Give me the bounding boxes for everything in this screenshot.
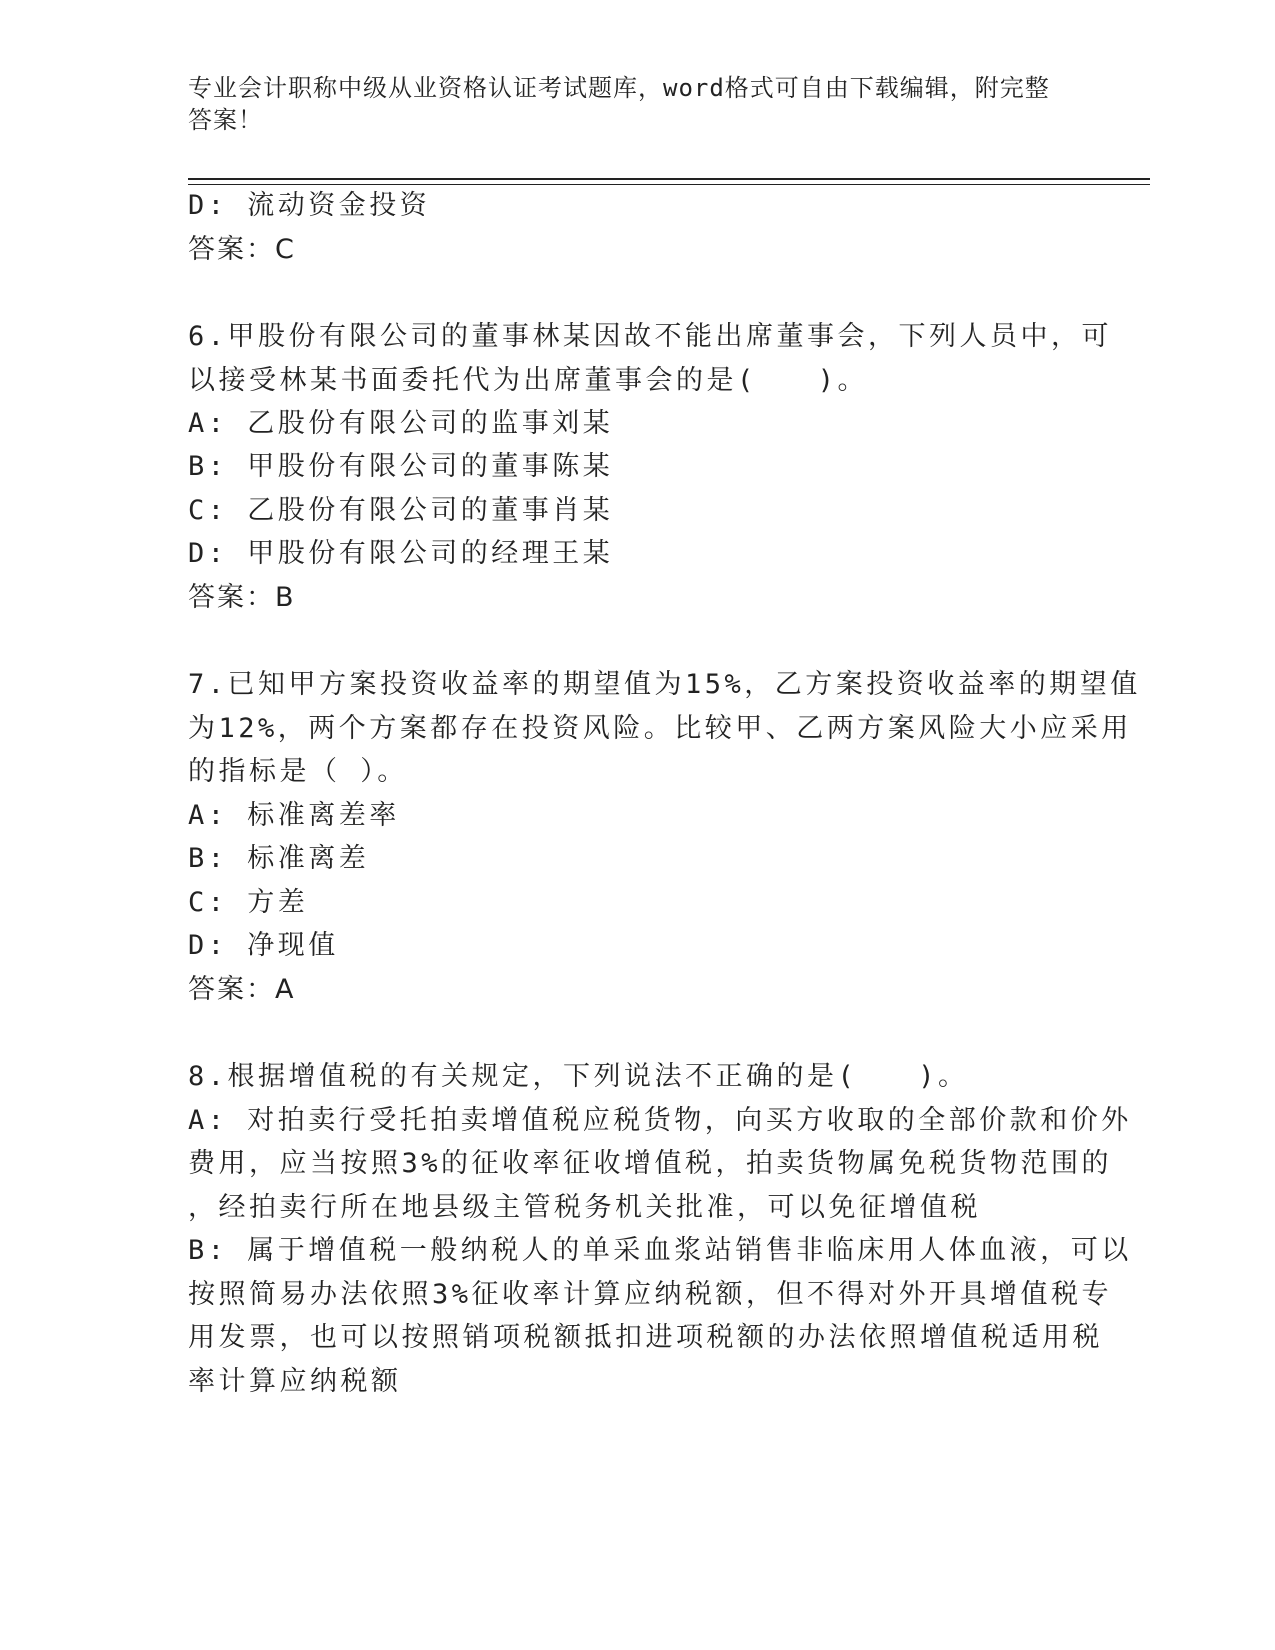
q6-option-a: A: 乙股份有限公司的监事刘某 — [188, 408, 614, 439]
q7-option-b: B: 标准离差 — [188, 843, 370, 874]
q6-option-d: D: 甲股份有限公司的经理王某 — [188, 538, 614, 569]
q7-stem-line-1: 7.已知甲方案投资收益率的期望值为15%，乙方案投资收益率的期望值 — [188, 669, 1141, 700]
q8-option-a-line-3: ，经拍卖行所在地县级主管税务机关批准，可以免征增值税 — [188, 1192, 981, 1223]
q7-answer: 答案：A — [188, 974, 296, 1005]
q6-stem-line-2: 以接受林某书面委托代为出席董事会的是( )。 — [188, 365, 869, 396]
q6-answer: 答案：B — [188, 582, 296, 613]
q6-option-c: C: 乙股份有限公司的董事肖某 — [188, 495, 614, 526]
q8-option-a-line-2: 费用，应当按照3%的征收率征收增值税，拍卖货物属免税货物范围的 — [188, 1148, 1113, 1179]
q8-option-b-line-3: 用发票，也可以按照销项税额抵扣进项税额的办法依照增值税适用税 — [188, 1322, 1103, 1353]
q8-option-a-line-1: A: 对拍卖行受托拍卖增值税应税货物，向买方收取的全部价款和价外 — [188, 1105, 1132, 1136]
q6-stem-line-1: 6.甲股份有限公司的董事林某因故不能出席董事会，下列人员中，可 — [188, 321, 1113, 352]
q6-option-b: B: 甲股份有限公司的董事陈某 — [188, 451, 614, 482]
q7-option-a: A: 标准离差率 — [188, 800, 400, 831]
page-header-text: 专业会计职称中级从业资格认证考试题库，word格式可自由下载编辑，附完整答案！ — [188, 74, 1050, 134]
q8-option-b-line-4: 率计算应纳税额 — [188, 1366, 402, 1397]
q7-stem-line-3: 的指标是（ ）。 — [188, 756, 408, 787]
q7-option-c: C: 方差 — [188, 887, 309, 918]
q8-stem: 8.根据增值税的有关规定，下列说法不正确的是( )。 — [188, 1061, 969, 1092]
q7-stem-line-2: 为12%，两个方案都存在投资风险。比较甲、乙两方案风险大小应采用 — [188, 713, 1132, 744]
header-divider-thick — [188, 178, 1150, 180]
q8-option-b-line-1: B: 属于增值税一般纳税人的单采血浆站销售非临床用人体血液，可以 — [188, 1235, 1132, 1266]
q8-option-b-line-2: 按照简易办法依照3%征收率计算应纳税额，但不得对外开具增值税专 — [188, 1279, 1113, 1310]
q5-answer: 答案：C — [188, 234, 296, 265]
q5-option-d: D: 流动资金投资 — [188, 190, 431, 221]
q7-option-d: D: 净现值 — [188, 930, 339, 961]
header-divider-thin — [188, 184, 1150, 185]
